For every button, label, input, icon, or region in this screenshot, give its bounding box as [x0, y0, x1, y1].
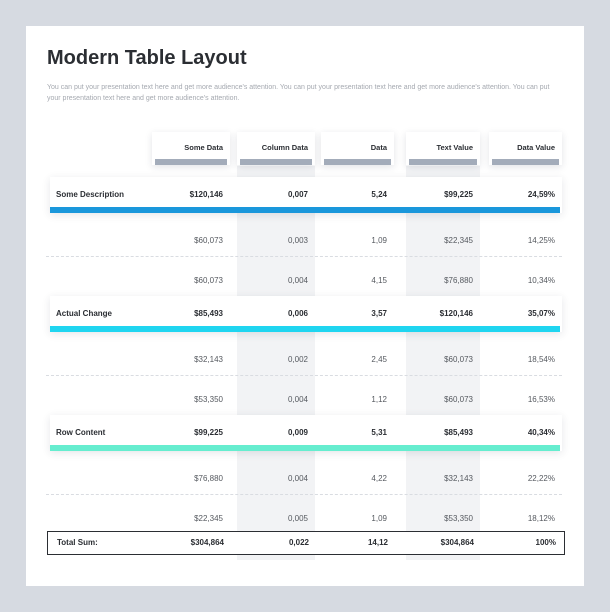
table-row: [26, 461, 584, 501]
table-cell: 100%: [535, 538, 556, 547]
table-cell: 5,31: [371, 428, 387, 437]
column-header-label: Text Value: [436, 143, 473, 152]
table-cell: 2,45: [371, 355, 387, 364]
table-cell: 24,59%: [527, 190, 555, 199]
table-cell: $60,073: [194, 236, 223, 245]
table-cell: 1,12: [371, 395, 387, 404]
group-label: Row Content: [56, 428, 106, 437]
table-cell: 22,22%: [527, 474, 555, 483]
table-cell: 0,003: [287, 236, 308, 245]
table-cell: $76,880: [444, 276, 473, 285]
group-color-bar: [50, 326, 560, 332]
table-cell: $85,493: [444, 428, 473, 437]
table-cell: $120,146: [439, 309, 473, 318]
table-row: [26, 223, 584, 263]
column-header-label: Some Data: [184, 143, 223, 152]
table-cell: 0,006: [287, 309, 308, 318]
column-header-label: Column Data: [261, 143, 308, 152]
group-color-bar: [50, 445, 560, 451]
table-cell: 3,57: [371, 309, 387, 318]
table-cell: $76,880: [194, 474, 223, 483]
table-cell: 14,25%: [527, 236, 555, 245]
table-cell: 0,005: [287, 514, 308, 523]
table-cell: $60,073: [444, 355, 473, 364]
table-cell: 0,007: [287, 190, 308, 199]
table-cell: $60,073: [194, 276, 223, 285]
group-label: Actual Change: [56, 309, 113, 318]
table-row: [26, 342, 584, 382]
column-header: [321, 132, 394, 165]
table-cell: 0,009: [287, 428, 308, 437]
table-cell: 18,12%: [527, 514, 555, 523]
table-cell: $22,345: [194, 514, 223, 523]
table-cell: 5,24: [371, 190, 387, 199]
group-label: Some Description: [56, 190, 125, 199]
table-cell: $120,146: [189, 190, 223, 199]
table-cell: 4,15: [371, 276, 387, 285]
column-header: [406, 132, 480, 165]
table-cell: 40,34%: [527, 428, 555, 437]
table-cell: $32,143: [444, 474, 473, 483]
table-cell: 0,004: [287, 395, 308, 404]
table-cell: 1,09: [371, 236, 387, 245]
column-header-label: Data: [370, 143, 387, 152]
table-cell: $32,143: [194, 355, 223, 364]
table-cell: $60,073: [444, 395, 473, 404]
table-cell: $99,225: [194, 428, 223, 437]
column-header: [237, 132, 315, 165]
total-label: Total Sum:: [57, 538, 98, 547]
table-cell: 10,34%: [527, 276, 555, 285]
table-cell: $99,225: [444, 190, 473, 199]
table-cell: $53,350: [444, 514, 473, 523]
table-cell: 14,12: [367, 538, 388, 547]
column-header-underline: [492, 159, 559, 165]
table-card: [26, 26, 584, 586]
table-cell: 18,54%: [527, 355, 555, 364]
table-cell: 16,53%: [527, 395, 555, 404]
page-title: Modern Table Layout: [47, 47, 247, 69]
column-header-underline: [240, 159, 312, 165]
table-cell: 0,004: [287, 474, 308, 483]
table-cell: $53,350: [194, 395, 223, 404]
row-divider: [46, 494, 562, 495]
table-cell: 0,002: [287, 355, 308, 364]
column-header-label: Data Value: [517, 143, 555, 152]
table-cell: $85,493: [194, 309, 223, 318]
row-divider: [46, 375, 562, 376]
column-header-underline: [409, 159, 477, 165]
table-cell: 35,07%: [527, 309, 555, 318]
column-header-underline: [324, 159, 391, 165]
table-cell: 1,09: [371, 514, 387, 523]
column-header: [152, 132, 230, 165]
table-cell: 0,022: [288, 538, 309, 547]
table-cell: $304,864: [440, 538, 474, 547]
table-cell: 0,004: [287, 276, 308, 285]
table-cell: 4,22: [371, 474, 387, 483]
total-row: [47, 531, 565, 555]
column-header: [489, 132, 562, 165]
table-cell: $304,864: [190, 538, 224, 547]
group-color-bar: [50, 207, 560, 213]
row-divider: [46, 256, 562, 257]
description-text: You can put your presentation text here and get more audience's attention. You can put your presentation text here and get more audience's attention. You can put your presentation text here and get more audience's attention.: [47, 84, 550, 102]
column-header-underline: [155, 159, 227, 165]
table-cell: $22,345: [444, 236, 473, 245]
